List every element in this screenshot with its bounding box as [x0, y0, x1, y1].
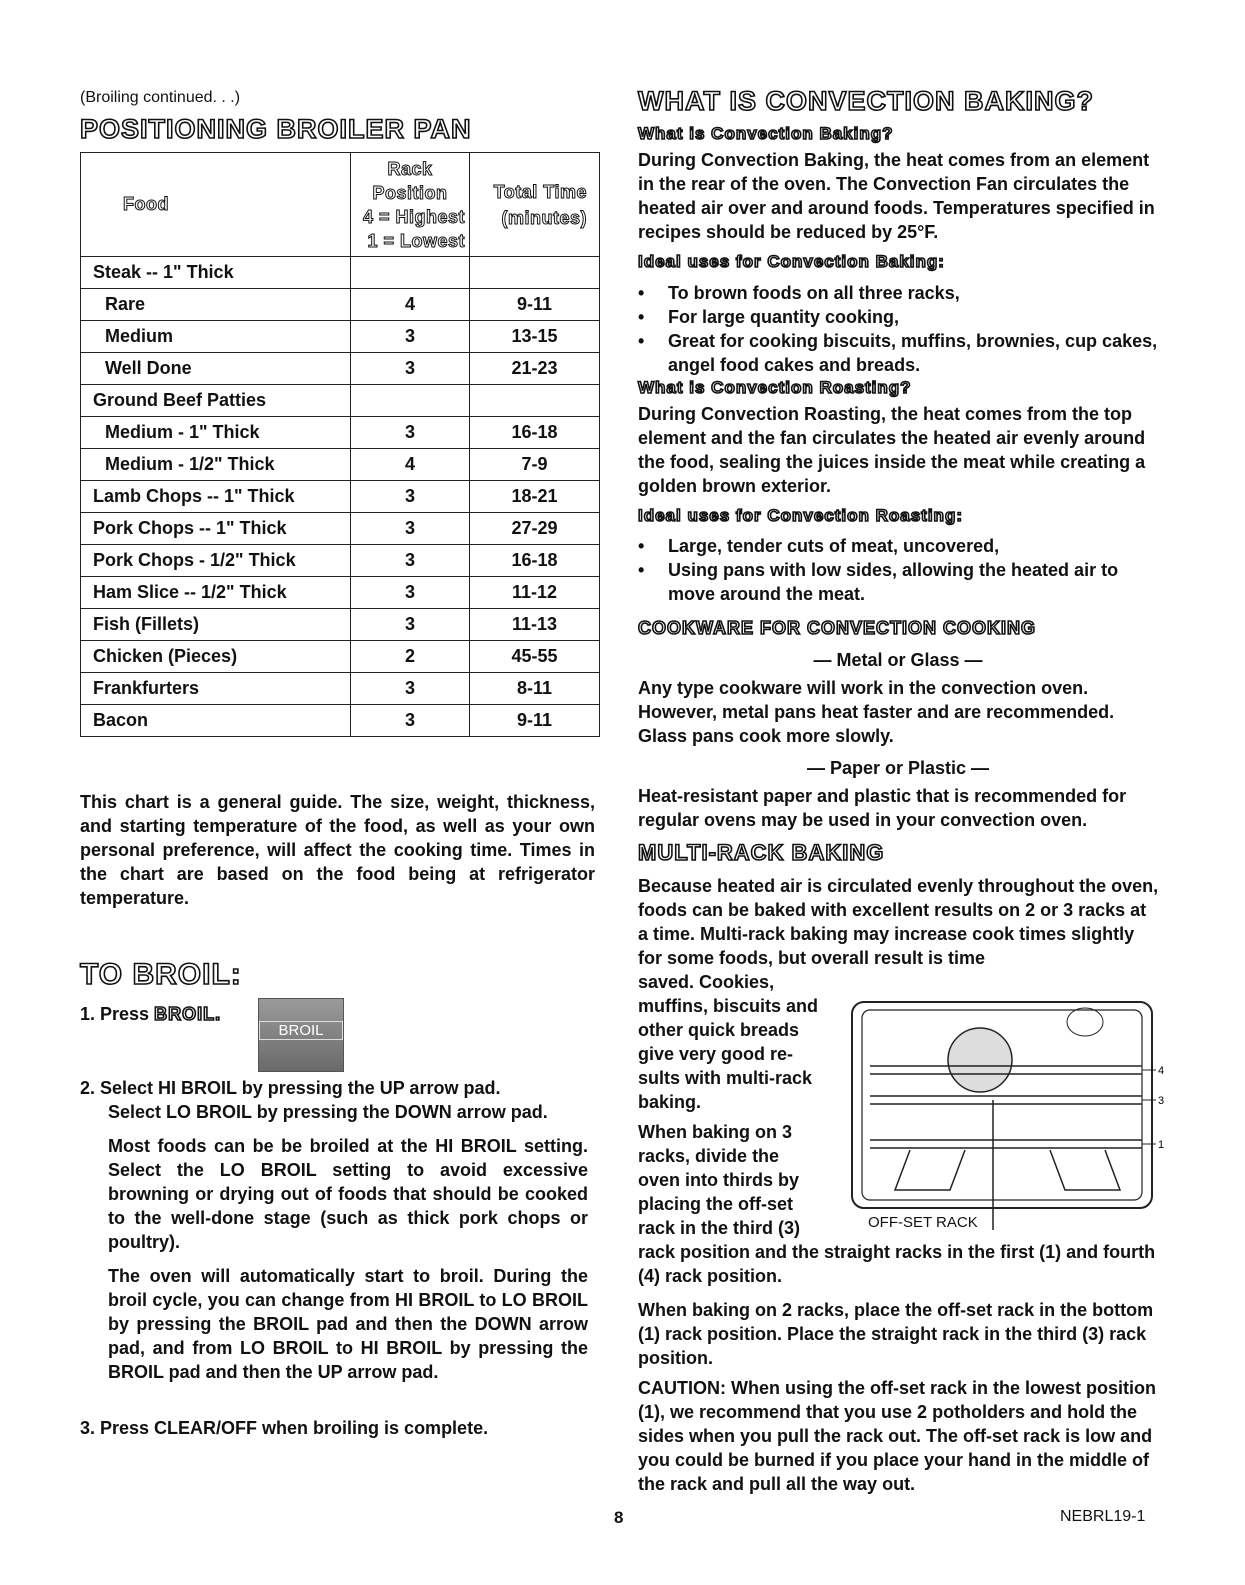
q1: What is Convection Baking? — [638, 124, 894, 143]
list-item: • Great for cooking biscuits, muffins, brownies, cup cakes, angel food cakes and breads. — [638, 329, 1163, 377]
table-cell-food: Ham Slice -- 1/2" Thick — [81, 577, 351, 609]
wrap-line: When baking on 3 — [638, 1122, 793, 1142]
when2: When baking on 2 racks, place the off-set rack in the bottom (1) rack position. Place the straight rack in the third (3) rack position. — [638, 1300, 1154, 1368]
step-1-prefix: 1. Press — [80, 1004, 150, 1024]
table-cell-rack: 4 — [351, 289, 470, 321]
table-cell-food: Chicken (Pieces) — [81, 641, 351, 673]
when3-wrap — [638, 1120, 838, 1240]
paper-sub: — Paper or Plastic — — [806, 758, 990, 778]
wrap-line: placing the off-set — [638, 1194, 794, 1214]
broiler-table — [80, 152, 600, 737]
wrap-line: saved. Cookies, — [638, 972, 775, 992]
table-cell-food: Ground Beef Patties — [81, 385, 351, 417]
list-item: • To brown foods on all three racks, — [638, 281, 1163, 305]
table-cell-food: Medium - 1" Thick — [81, 417, 351, 449]
p1: During Convection Baking, the heat comes from an element in the rear of the oven. The Convection Fan circulates the heated air over and around foods. Temperatures specified in recipes should be reduced by 25°F. — [638, 150, 1155, 242]
table-cell-rack: 3 — [351, 609, 470, 641]
table-cell-time: 18-21 — [470, 481, 600, 513]
head-rack — [351, 153, 470, 257]
table-cell-food: Fish (Fillets) — [81, 609, 351, 641]
head-time — [470, 153, 600, 257]
step-2-para2: The oven will automatically start to broil. During the broil cycle, you can change from HI BROIL to LO BROIL by pressing the BROIL pad and then the DOWN arrow pad, and from LO BROIL to HI BROIL by pressing the BROIL pad and then the UP arrow pad. — [108, 1266, 588, 1382]
broiling-continued: (Broiling continued. . .) — [80, 89, 241, 106]
paper-p: Heat-resistant paper and plastic that is recommended for regular ovens may be used in your convection oven. — [638, 786, 1127, 830]
table-cell-food: Medium - 1/2" Thick — [81, 449, 351, 481]
wrap-line: rack in the third (3) — [638, 1218, 801, 1238]
table-row — [81, 641, 600, 673]
wrap-line: sults with multi-rack — [638, 1068, 813, 1088]
wrap-line: other quick breads — [638, 1020, 800, 1040]
chart-note: This chart is a general guide. The size, weight, thickness, and starting temperature of the food, as well as your own personal preference, will affect the cooking time. Times in the chart are based on the food being at refrigerator temperature. — [80, 792, 595, 908]
table-cell-time: 8-11 — [470, 673, 600, 705]
oven-rack-diagram — [850, 1000, 1170, 1230]
ideal-roasting-list — [638, 534, 1163, 606]
metal-sub: — Metal or Glass — — [813, 650, 983, 670]
step-1-key: BROIL. — [154, 1004, 222, 1024]
list-item: • Large, tender cuts of meat, uncovered, — [638, 534, 1163, 558]
multi-p1: Because heated air is circulated evenly throughout the oven, foods can be baked with excellent results on 2 or 3 racks at a time. Multi-rack baking may increase cook times slightly for some foods, but overall result is time — [638, 876, 1159, 968]
multi-wrap — [638, 970, 838, 1114]
table-row — [81, 417, 600, 449]
table-cell-time: 11-12 — [470, 577, 600, 609]
table-cell-food: Frankfurters — [81, 673, 351, 705]
table-cell-time: 21-23 — [470, 353, 600, 385]
convection-title: WHAT IS CONVECTION BAKING? — [638, 86, 1094, 116]
head-rack-l4: 1 = Lowest — [367, 230, 465, 251]
table-cell-food: Pork Chops - 1/2" Thick — [81, 545, 351, 577]
table-row — [81, 353, 600, 385]
p2: During Convection Roasting, the heat comes from the top element and the fan circulates the heated air evenly around the food, sealing the juices inside the meat while creating a golden brown exterior. — [638, 404, 1146, 496]
table-row — [81, 705, 600, 737]
table-cell-time: 9-11 — [470, 289, 600, 321]
table-row — [81, 673, 600, 705]
when3-rest: rack position and the straight racks in the first (1) and fourth (4) rack position. — [638, 1242, 1156, 1286]
table-row — [81, 449, 600, 481]
table-cell-time: 45-55 — [470, 641, 600, 673]
wrap-line: racks, divide the — [638, 1146, 780, 1166]
table-cell-rack: 3 — [351, 417, 470, 449]
list-item: • Using pans with low sides, allowing the heated air to move around the meat. — [638, 558, 1163, 606]
wrap-line: muffins, biscuits and — [638, 996, 819, 1016]
table-cell-food: Well Done — [81, 353, 351, 385]
table-cell-time: 13-15 — [470, 321, 600, 353]
table-body — [81, 257, 600, 737]
table-row — [81, 385, 600, 417]
table-cell-rack: 2 — [351, 641, 470, 673]
cookware-title: COOKWARE FOR CONVECTION COOKING — [638, 618, 1037, 638]
rack-label-3: 3 — [1158, 1095, 1165, 1107]
table-cell-food: Medium — [81, 321, 351, 353]
table-cell-food: Rare — [81, 289, 351, 321]
head-rack-l2: Position — [372, 182, 448, 203]
table-row — [81, 609, 600, 641]
head-food: Food — [81, 153, 351, 257]
multi-title: MULTI-RACK BAKING — [638, 840, 885, 865]
head-rack-l3: 4 = Highest — [362, 206, 465, 227]
table-row — [81, 577, 600, 609]
positioning-title: POSITIONING BROILER PAN — [80, 114, 472, 144]
broil-button-label: BROIL — [259, 1021, 343, 1040]
table-row — [81, 257, 600, 289]
table-row — [81, 481, 600, 513]
table-cell-time: 16-18 — [470, 545, 600, 577]
wrap-line: oven into thirds by — [638, 1170, 800, 1190]
wrap-line: baking. — [638, 1092, 702, 1112]
table-cell-time: 27-29 — [470, 513, 600, 545]
wrap-line: give very good re- — [638, 1044, 794, 1064]
table-row — [81, 289, 600, 321]
table-cell-time — [470, 385, 600, 417]
table-row — [81, 321, 600, 353]
broil-button[interactable] — [258, 998, 344, 1072]
table-cell-rack: 3 — [351, 705, 470, 737]
step-2-line2: Select LO BROIL by pressing the DOWN arrow pad. — [108, 1102, 548, 1122]
table-cell-rack: 3 — [351, 673, 470, 705]
table-cell-time: 11-13 — [470, 609, 600, 641]
step-2-line1: 2. Select HI BROIL by pressing the UP arrow pad. — [80, 1078, 501, 1098]
table-cell-time — [470, 257, 600, 289]
table-cell-food: Pork Chops -- 1" Thick — [81, 513, 351, 545]
step-1 — [80, 1002, 221, 1026]
table-row — [81, 545, 600, 577]
table-cell-time: 9-11 — [470, 705, 600, 737]
table-cell-food: Lamb Chops -- 1" Thick — [81, 481, 351, 513]
ideal-baking-title: Ideal uses for Convection Baking: — [638, 252, 945, 271]
metal-p: Any type cookware will work in the convection oven. However, metal pans heat faster and are recommended. Glass pans cook more slowly. — [638, 678, 1115, 746]
offset-rack-label: OFF-SET RACK — [868, 1214, 978, 1231]
table-cell-time: 16-18 — [470, 417, 600, 449]
table-cell-rack: 4 — [351, 449, 470, 481]
doc-code: NEBRL19-1 — [1060, 1508, 1146, 1525]
table-cell-rack: 3 — [351, 513, 470, 545]
table-cell-time: 7-9 — [470, 449, 600, 481]
head-rack-l1: Rack — [387, 158, 433, 179]
table-cell-rack — [351, 385, 470, 417]
q2: What is Convection Roasting? — [638, 378, 912, 397]
table-cell-rack: 3 — [351, 353, 470, 385]
fan-icon — [948, 1028, 1012, 1092]
step-3: 3. Press CLEAR/OFF when broiling is complete. — [80, 1418, 489, 1438]
table-cell-rack: 3 — [351, 577, 470, 609]
head-time-l1: Total Time — [493, 181, 587, 202]
caution: CAUTION: When using the off-set rack in the lowest position (1), we recommend that you use 2 potholders and hold the sides when you pull the rack out. The off-set rack is low and you could be burned if you place your hand in the middle of the rack and pull all the way out. — [638, 1378, 1157, 1494]
rack-label-4: 4 — [1158, 1065, 1165, 1077]
table-cell-food: Steak -- 1" Thick — [81, 257, 351, 289]
ideal-baking-list — [638, 281, 1163, 377]
rack-label-1: 1 — [1158, 1139, 1165, 1151]
page-number: 8 — [614, 1508, 624, 1527]
table-cell-rack: 3 — [351, 545, 470, 577]
table-row — [81, 513, 600, 545]
table-cell-rack — [351, 257, 470, 289]
table-cell-rack: 3 — [351, 481, 470, 513]
list-item: • For large quantity cooking, — [638, 305, 1163, 329]
table-cell-food: Bacon — [81, 705, 351, 737]
step-2-para1: Most foods can be be broiled at the HI BROIL setting. Select the LO BROIL setting to avoid excessive browning or drying out of foods that should be cooked to the well-done stage (such as thick pork chops or poultry). — [108, 1136, 588, 1252]
table-cell-rack: 3 — [351, 321, 470, 353]
head-time-l2: (minutes) — [501, 207, 587, 228]
to-broil-title: TO BROIL: — [80, 958, 242, 991]
ideal-roasting-title: Ideal uses for Convection Roasting: — [638, 506, 963, 525]
